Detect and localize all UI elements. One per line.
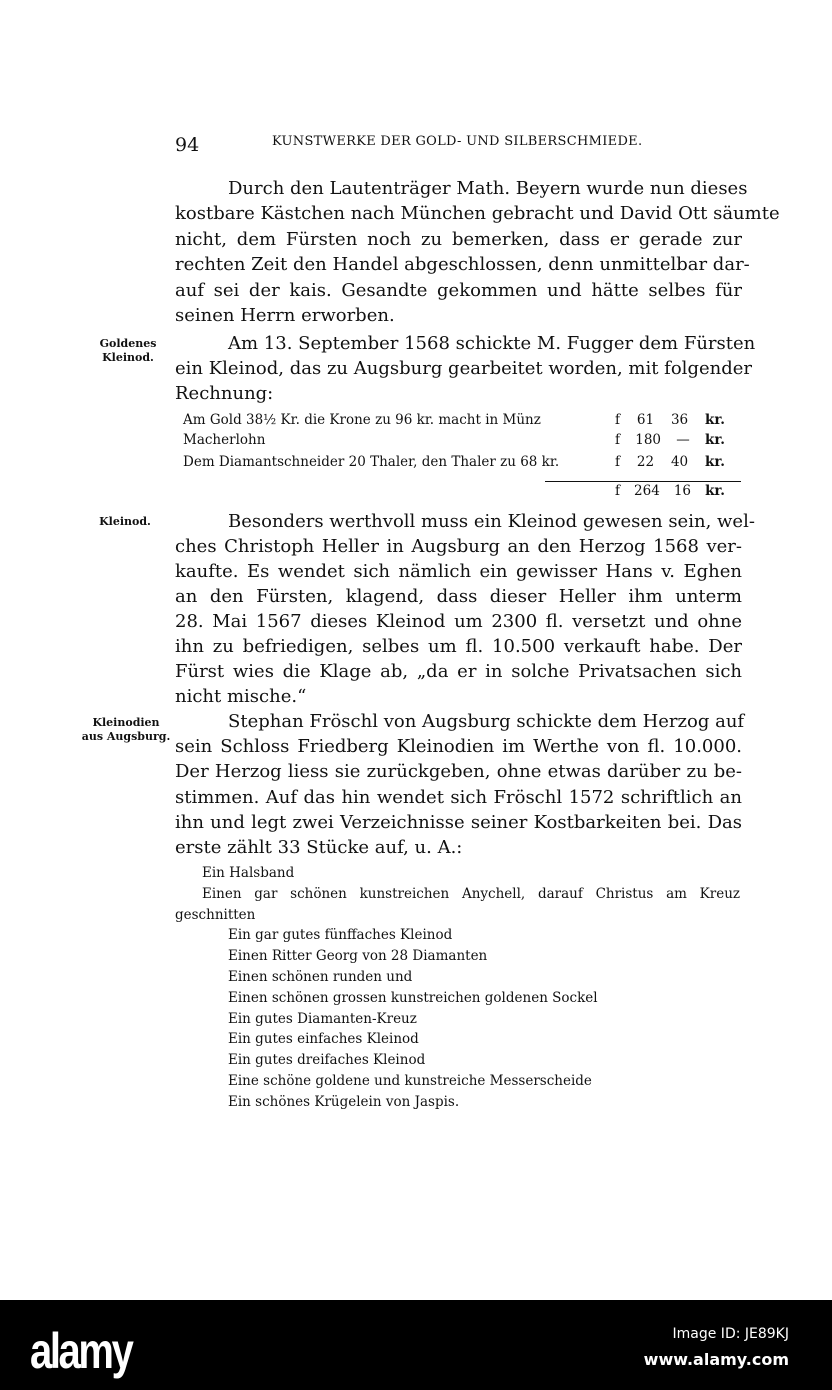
list-item: Einen gar schönen kunstreichen Anychell, darauf Christus am Kreuz [202,885,740,902]
amount-fl: 180 [635,432,662,448]
margin-note-kleinod [93,515,157,529]
invoice-row [183,412,725,428]
amount-f: f [615,432,620,448]
margin-note-goldenes-kleinod [93,337,163,365]
text-line: 28. Mai 1567 dieses Kleinod um 2300 fl. versetzt und ohne [175,611,742,632]
list-item: Ein Halsband [202,865,295,881]
amount-kr: — [676,432,690,448]
amount-fl: 264 [634,483,660,499]
amount-f: f [615,483,620,499]
text-line: kaufte. Es wendet sich nämlich ein gewisser Hans v. Eghen [175,561,742,582]
text-line: Fürst wies die Klage ab, „da er in solche Privatsachen sich [175,661,742,682]
amount-unit: kr. [705,432,725,448]
text-line: Durch den Lautenträger Math. Beyern wurde nun dieses [228,178,748,199]
list-item: Ein gutes Diamanten-Kreuz [228,1010,417,1027]
invoice-amount [615,483,725,499]
list-item: Einen schönen grossen kunstreichen goldenen Sockel [228,989,598,1006]
alamy-logo: alamy [30,1323,132,1379]
list-item: Einen schönen runden und [228,969,413,985]
amount-unit: kr. [705,483,725,499]
margin-note-line: Kleinod. [102,351,154,364]
amount-kr: 40 [670,454,689,470]
amount-fl: 22 [636,454,655,470]
text-line: auf sei der kais. Gesandte gekommen und hätte selbes für [175,279,742,301]
amount-fl: 61 [636,412,655,428]
invoice-amount [615,454,725,470]
text-line: Der Herzog liess sie zurückgeben, ohne etwas darüber zu be- [175,761,742,783]
amount-kr: 36 [670,412,689,428]
running-head: KUNSTWERKE DER GOLD- UND SILBERSCHMIEDE. [272,134,643,149]
page-number: 94 [175,134,200,156]
text-line: nicht mische.“ [175,686,307,707]
text-line: erste zählt 33 Stücke auf, u. A.: [175,837,463,858]
text-line: nicht, dem Fürsten noch zu bemerken, dass er gerade zur [175,228,742,250]
list-item: geschnitten [175,906,256,923]
sum-rule [545,481,741,482]
text-line: rechten Zeit den Handel abgeschlossen, denn unmittelbar dar- [175,254,750,276]
margin-note-line: Kleinod. [99,515,151,528]
invoice-item: Dem Diamantschneider 20 Thaler, den Thaler zu 68 kr. [183,454,560,470]
list-item: Ein gar gutes fünffaches Kleinod [228,927,453,944]
text-line: stimmen. Auf das hin wendet sich Fröschl 1572 schriftlich an [175,786,742,808]
invoice-item: Macherlohn [183,432,266,448]
amount-kr: 16 [673,483,692,499]
margin-note-line: Kleinodien [92,716,160,729]
text-line: Am 13. September 1568 schickte M. Fugger dem Fürsten [228,333,756,354]
text-line: Besonders werthvoll muss ein Kleinod gewesen sein, wel- [228,511,755,532]
text-line: sein Schloss Friedberg Kleinodien im Werthe von fl. 10.000. [175,736,742,758]
list-item: Eine schöne goldene und kunstreiche Messerscheide [228,1073,592,1089]
text-line: seinen Herrn erworben. [175,305,395,326]
margin-note-kleinodien [78,716,174,744]
invoice-amount [615,432,725,448]
text-line: ein Kleinod, das zu Augsburg gearbeitet worden, mit folgender [175,358,752,379]
image-id: Image ID: JE89KJ [672,1326,789,1342]
text-line: ihn und legt zwei Verzeichnisse seiner Kostbarkeiten bei. Das [175,811,742,833]
margin-note-line: Goldenes [99,337,157,350]
list-item: Einen Ritter Georg von 28 Diamanten [228,948,488,965]
list-item: Ein gutes einfaches Kleinod [228,1031,419,1048]
invoice-amount [615,412,725,428]
text-line: an den Fürsten, klagend, dass dieser Heller ihm unterm [175,586,742,607]
invoice-row [183,454,725,470]
amount-unit: kr. [705,454,725,470]
watermark-url: www.alamy.com [643,1350,789,1369]
amount-f: f [615,454,620,470]
list-item: Ein schönes Krügelein von Jaspis. [228,1093,460,1110]
text-line: Rechnung: [175,383,274,404]
amount-f: f [615,412,620,428]
text-line: ihn zu befriedigen, selbes um fl. 10.500 verkauft habe. Der [175,636,742,657]
watermark-bar [0,1300,832,1390]
invoice-row [183,432,725,448]
list-item: Ein gutes dreifaches Kleinod [228,1052,426,1069]
invoice-total [183,483,725,499]
margin-note-line: aus Augsburg. [81,730,171,743]
text-line: kostbare Kästchen nach München gebracht und David Ott säumte [175,203,780,225]
text-line: ches Christoph Heller in Augsburg an den Herzog 1568 ver- [175,536,742,557]
invoice-item: Am Gold 38½ Kr. die Krone zu 96 kr. macht in Münz [183,412,541,428]
text-line: Stephan Fröschl von Augsburg schickte dem Herzog auf [228,711,745,732]
amount-unit: kr. [705,412,725,428]
